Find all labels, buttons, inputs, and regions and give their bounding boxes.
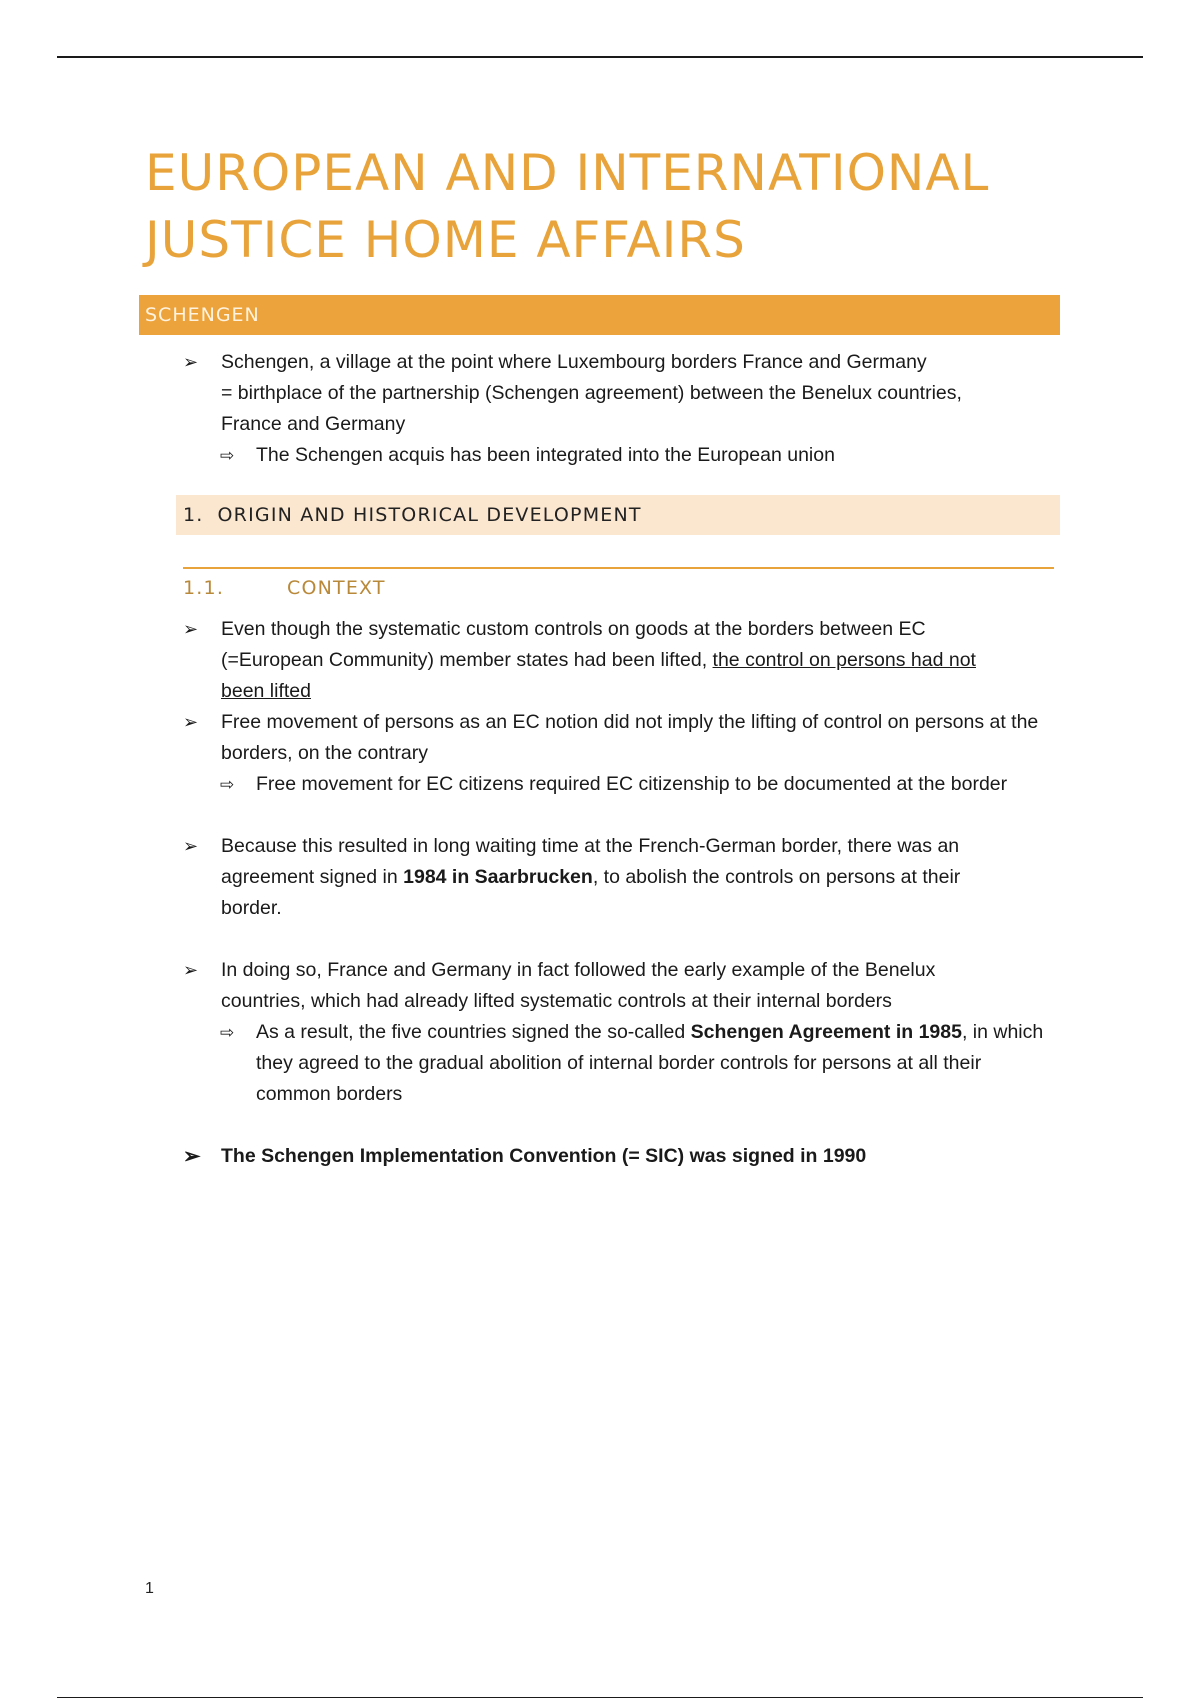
footer-rule	[57, 1697, 1143, 1698]
sub-list-item	[220, 769, 1063, 800]
title-line-2: JUSTICE HOME AFFAIRS	[145, 211, 746, 269]
intro-sub-text: The Schengen acquis has been integrated into the European union	[256, 444, 835, 466]
list-item	[183, 614, 1011, 707]
arrowhead-bullet-icon: ➢	[183, 712, 199, 732]
context-bullet-1-text: Even though the systematic custom controls on goods at the borders between EC (=European Community) member states had been lifted,	[221, 618, 926, 671]
context-block	[183, 614, 1063, 1172]
context-bullet-2-text: Free movement of persons as an EC notion did not imply the lifting of control on persons at the borders, on the contrary	[221, 711, 1039, 764]
intro-block	[183, 347, 1063, 471]
context-bullet-4-sub-bold: Schengen Agreement in 1985	[690, 1021, 962, 1043]
context-bullet-3-post: , to abolish the controls on persons at their border.	[221, 866, 961, 919]
subheading-label: CONTEXT	[287, 577, 386, 599]
arrowhead-bullet-icon: ➢	[183, 1145, 201, 1168]
header-rule	[57, 56, 1143, 58]
sub-list-item	[220, 440, 1063, 471]
list-item	[183, 707, 1071, 769]
list-item	[183, 1141, 1063, 1172]
subheading-rule	[183, 567, 1054, 569]
arrowhead-bullet-icon: ➢	[183, 619, 199, 639]
heading-label: ORIGIN AND HISTORICAL DEVELOPMENT	[217, 504, 642, 526]
list-item	[183, 347, 1063, 440]
context-bullet-3-bold: 1984 in Saarbrucken	[403, 866, 593, 888]
page-number: 1	[145, 1580, 154, 1597]
arrowhead-bullet-icon: ➢	[183, 960, 199, 980]
context-bullet-5-text: The Schengen Implementation Convention (= SIC) was signed in 1990	[221, 1145, 867, 1167]
context-bullet-4-sub-post: , in which they agreed to the gradual abolition of internal border controls for persons at all their common borders	[256, 1021, 1044, 1105]
arrowhead-bullet-icon: ➢	[183, 836, 199, 856]
subheading-context	[183, 574, 386, 602]
document-title	[145, 140, 1045, 274]
context-bullet-2-sub: Free movement for EC citizens required EC citizenship to be documented at the border	[256, 773, 1008, 795]
sub-list-item	[220, 1017, 1056, 1110]
intro-line-1: Schengen, a village at the point where Luxembourg borders France and Germany	[221, 351, 927, 373]
subheading-number: 1.1.	[183, 577, 225, 599]
context-bullet-3-pre: Because this resulted in long waiting time at the French-German border, there was an agreement signed in	[221, 835, 960, 888]
outline-arrow-icon: ⇨	[220, 446, 235, 465]
arrowhead-bullet-icon: ➢	[183, 352, 199, 372]
intro-line-2: = birthplace of the partnership (Schengen agreement) between the Benelux countries, France and Germany	[221, 382, 962, 435]
list-item	[183, 955, 1011, 1017]
heading-number: 1.	[183, 504, 204, 526]
context-bullet-4-text: In doing so, France and Germany in fact followed the early example of the Benelux countries, which had already lifted systematic controls at their internal borders	[221, 959, 936, 1012]
heading-origin-development	[176, 495, 1060, 535]
context-bullet-1-underlined: the control on persons had not been lifted	[221, 649, 976, 702]
outline-arrow-icon: ⇨	[220, 1023, 235, 1042]
context-bullet-4-sub-pre: As a result, the five countries signed the so-called	[256, 1021, 691, 1043]
section-band-schengen: SCHENGEN	[139, 295, 1060, 335]
list-item	[183, 831, 1021, 924]
outline-arrow-icon: ⇨	[220, 775, 235, 794]
title-line-1: EUROPEAN AND INTERNATIONAL	[145, 144, 990, 202]
